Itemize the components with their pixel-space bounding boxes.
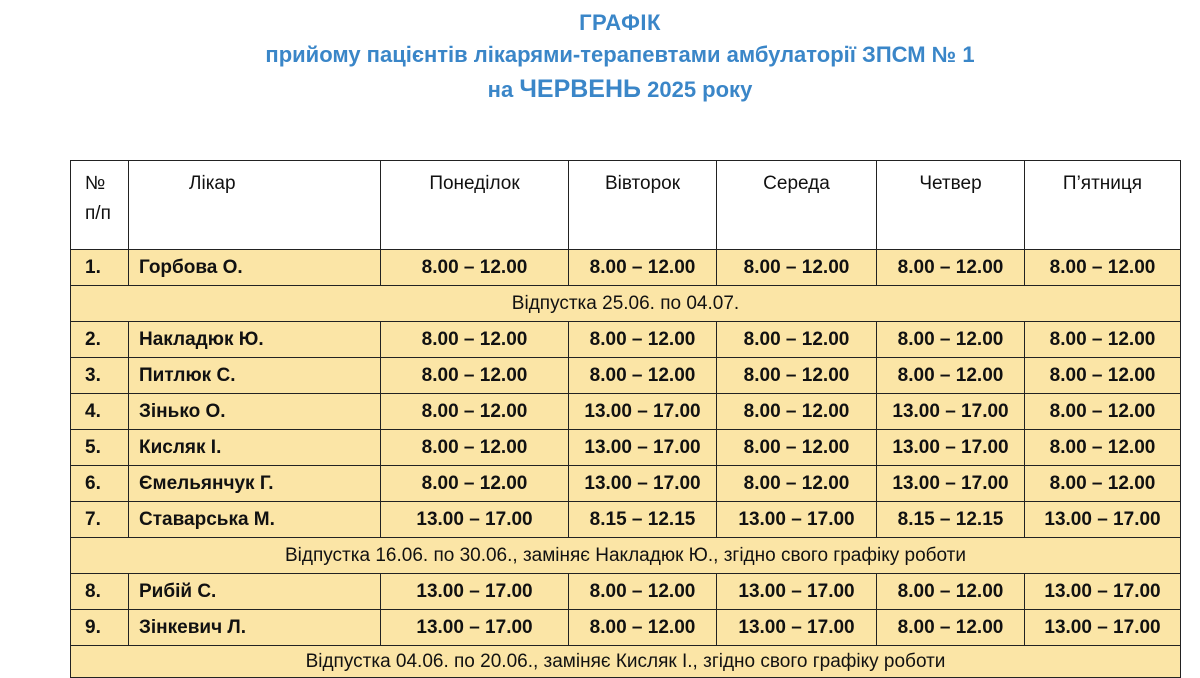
row-fri: 8.00 – 12.00 [1025, 394, 1181, 430]
col-header-doctor: Лікар [129, 161, 381, 250]
row-fri: 13.00 – 17.00 [1025, 610, 1181, 646]
table-row [71, 250, 1181, 286]
row-num: 6. [71, 466, 129, 502]
row-doctor: Ємельянчук Г. [129, 466, 381, 502]
row-fri: 8.00 – 12.00 [1025, 250, 1181, 286]
row-mon: 8.00 – 12.00 [381, 430, 569, 466]
row-fri: 13.00 – 17.00 [1025, 502, 1181, 538]
row-thu: 13.00 – 17.00 [877, 466, 1025, 502]
vacation-note-row [71, 646, 1181, 678]
row-num: 7. [71, 502, 129, 538]
table-header-row [71, 161, 1181, 250]
row-num: 9. [71, 610, 129, 646]
row-mon: 13.00 – 17.00 [381, 574, 569, 610]
col-header-num [71, 161, 129, 250]
table-row [71, 502, 1181, 538]
period-suffix: 2025 року [647, 77, 753, 102]
page-title: ГРАФІК [579, 10, 661, 35]
row-mon: 8.00 – 12.00 [381, 250, 569, 286]
row-mon: 8.00 – 12.00 [381, 322, 569, 358]
vacation-note: Відпустка 04.06. по 20.06., заміняє Кисляк І., згідно свого графіку роботи [71, 646, 1181, 678]
row-thu: 13.00 – 17.00 [877, 394, 1025, 430]
row-doctor: Рибій С. [129, 574, 381, 610]
row-doctor: Зінько О. [129, 394, 381, 430]
row-mon: 8.00 – 12.00 [381, 466, 569, 502]
row-mon: 13.00 – 17.00 [381, 502, 569, 538]
col-header-tue: Вівторок [569, 161, 717, 250]
row-num: 2. [71, 322, 129, 358]
row-num: 3. [71, 358, 129, 394]
row-wed: 8.00 – 12.00 [717, 466, 877, 502]
schedule-table [70, 160, 1181, 678]
row-thu: 8.00 – 12.00 [877, 574, 1025, 610]
table-row [71, 430, 1181, 466]
table-row [71, 466, 1181, 502]
row-wed: 8.00 – 12.00 [717, 358, 877, 394]
row-doctor: Накладюк Ю. [129, 322, 381, 358]
table-row [71, 358, 1181, 394]
page-subtitle: прийому пацієнтів лікарями-терапевтами амбулаторії ЗПСМ № 1 [265, 42, 975, 67]
row-thu: 13.00 – 17.00 [877, 430, 1025, 466]
row-wed: 13.00 – 17.00 [717, 574, 877, 610]
row-tue: 8.15 – 12.15 [569, 502, 717, 538]
row-fri: 8.00 – 12.00 [1025, 430, 1181, 466]
table-row [71, 610, 1181, 646]
row-doctor: Кисляк І. [129, 430, 381, 466]
row-wed: 8.00 – 12.00 [717, 394, 877, 430]
row-tue: 8.00 – 12.00 [569, 358, 717, 394]
row-num: 8. [71, 574, 129, 610]
period-month: ЧЕРВЕНЬ [519, 75, 641, 103]
row-doctor: Горбова О. [129, 250, 381, 286]
row-wed: 13.00 – 17.00 [717, 502, 877, 538]
row-tue: 8.00 – 12.00 [569, 250, 717, 286]
row-tue: 8.00 – 12.00 [569, 574, 717, 610]
schedule-period [40, 72, 1200, 107]
vacation-note-row [71, 286, 1181, 322]
col-header-num-line2: п/п [85, 203, 111, 224]
vacation-note: Відпустка 25.06. по 04.07. [71, 286, 1181, 322]
row-wed: 8.00 – 12.00 [717, 430, 877, 466]
row-fri: 8.00 – 12.00 [1025, 322, 1181, 358]
col-header-wed: Середа [717, 161, 877, 250]
table-row [71, 394, 1181, 430]
col-header-mon: Понеділок [381, 161, 569, 250]
row-num: 4. [71, 394, 129, 430]
row-doctor: Ставарська М. [129, 502, 381, 538]
row-tue: 13.00 – 17.00 [569, 430, 717, 466]
row-fri: 8.00 – 12.00 [1025, 466, 1181, 502]
vacation-note-row [71, 538, 1181, 574]
row-tue: 8.00 – 12.00 [569, 322, 717, 358]
row-thu: 8.00 – 12.00 [877, 322, 1025, 358]
row-doctor: Зінкевич Л. [129, 610, 381, 646]
row-wed: 8.00 – 12.00 [717, 250, 877, 286]
row-tue: 13.00 – 17.00 [569, 466, 717, 502]
col-header-num-line1: № [85, 173, 106, 194]
row-mon: 8.00 – 12.00 [381, 358, 569, 394]
row-thu: 8.15 – 12.15 [877, 502, 1025, 538]
row-mon: 13.00 – 17.00 [381, 610, 569, 646]
row-thu: 8.00 – 12.00 [877, 358, 1025, 394]
period-prefix: на [487, 77, 514, 102]
row-num: 1. [71, 250, 129, 286]
row-thu: 8.00 – 12.00 [877, 250, 1025, 286]
row-mon: 8.00 – 12.00 [381, 394, 569, 430]
col-header-thu: Четвер [877, 161, 1025, 250]
row-thu: 8.00 – 12.00 [877, 610, 1025, 646]
row-wed: 8.00 – 12.00 [717, 322, 877, 358]
row-wed: 13.00 – 17.00 [717, 610, 877, 646]
row-fri: 13.00 – 17.00 [1025, 574, 1181, 610]
row-num: 5. [71, 430, 129, 466]
row-tue: 8.00 – 12.00 [569, 610, 717, 646]
schedule-header [0, 8, 1200, 107]
vacation-note: Відпустка 16.06. по 30.06., заміняє Накладюк Ю., згідно свого графіку роботи [71, 538, 1181, 574]
col-header-fri: П’ятниця [1025, 161, 1181, 250]
table-row [71, 322, 1181, 358]
table-row [71, 574, 1181, 610]
row-tue: 13.00 – 17.00 [569, 394, 717, 430]
row-fri: 8.00 – 12.00 [1025, 358, 1181, 394]
row-doctor: Питлюк С. [129, 358, 381, 394]
